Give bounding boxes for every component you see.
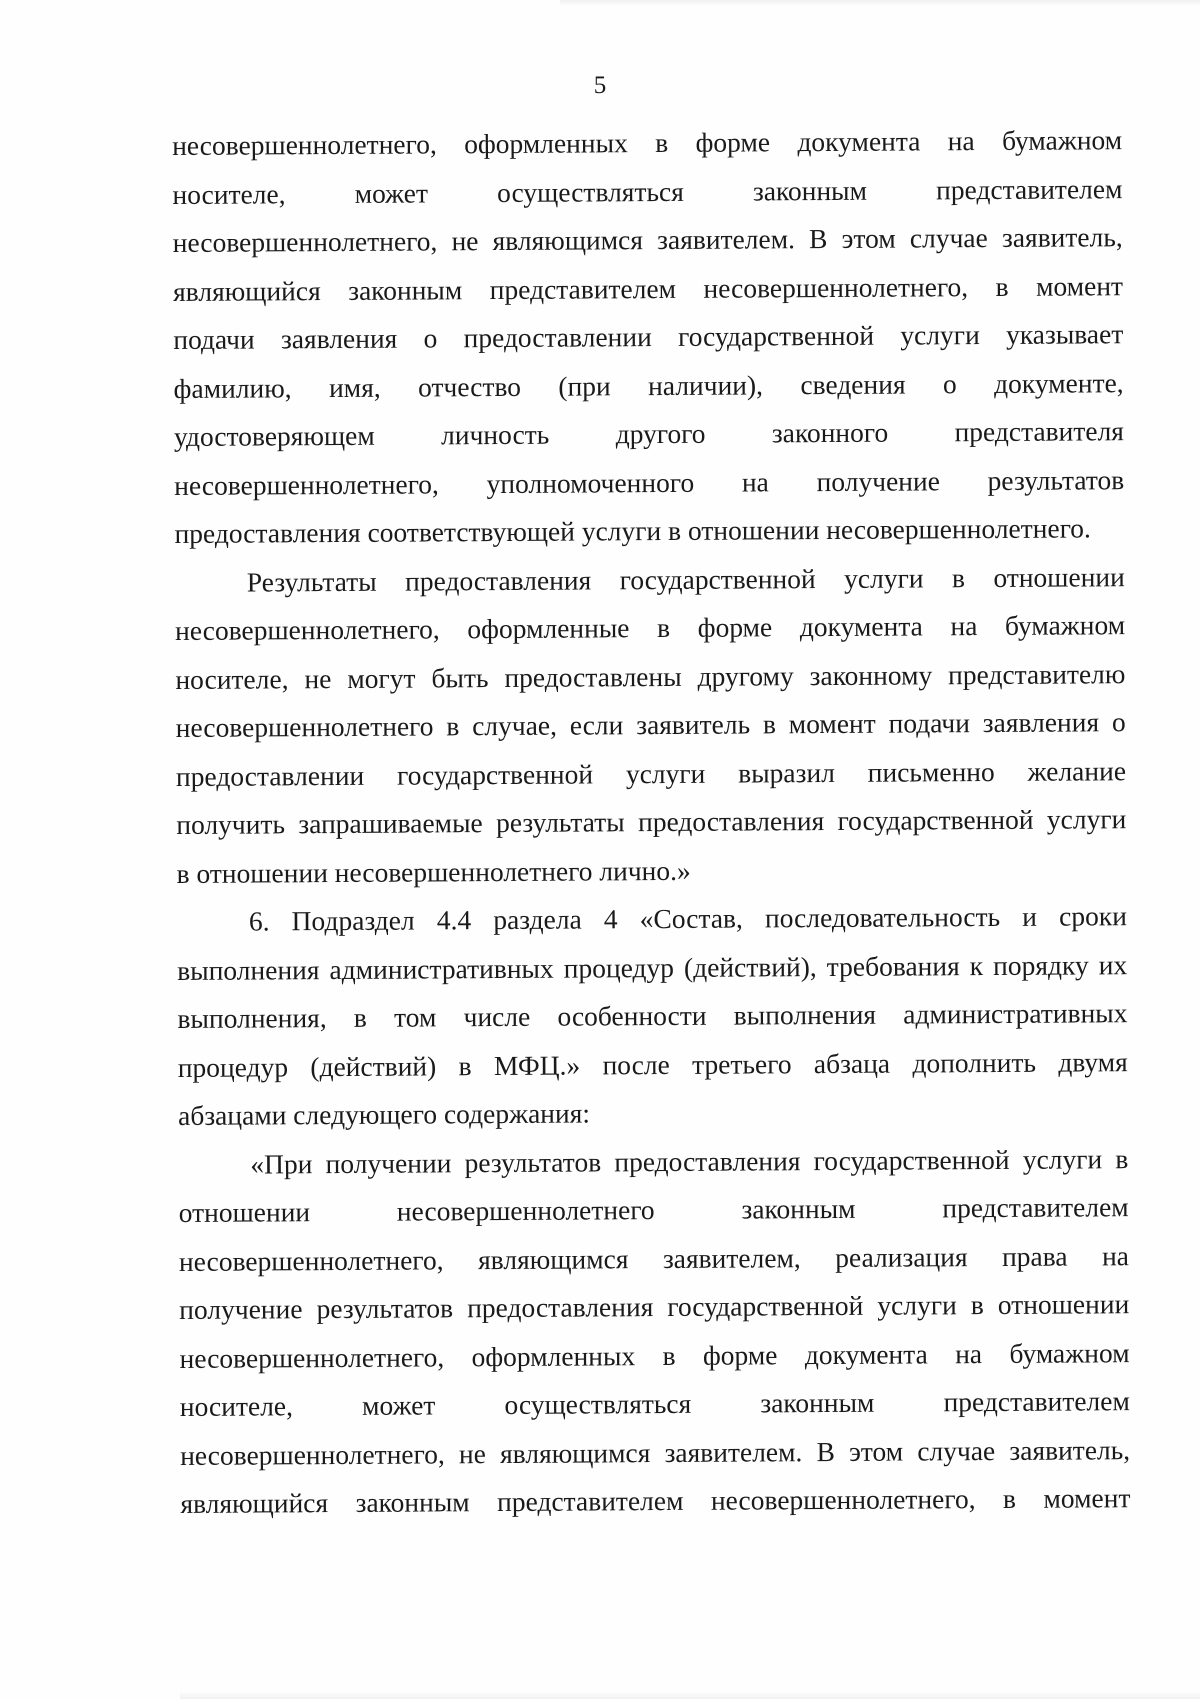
text-line: несовершеннолетнего, не являющимся заявителем. В этом случае заявитель, [172,221,1123,258]
text-line: несовершеннолетнего, оформленных в форме документа на бумажном [172,124,1123,161]
text-line: несовершеннолетнего в случае, если заявитель в момент подачи заявления о [175,706,1126,743]
paragraph [177,892,1128,1140]
paragraph [178,1135,1130,1529]
text-line: в отношении несовершеннолетнего лично.» [176,854,691,889]
text-line: подачи заявления о предоставлении государственной услуги указывает [173,318,1124,355]
text-line: выполнения, в том числе особенности выполнения административных [177,997,1128,1034]
text-line: «При получении результатов предоставления государственной услуги в [250,1142,1129,1180]
paragraph [175,553,1127,898]
text-line: отношении несовершеннолетнего законным представителем [178,1191,1129,1228]
page-number: 5 [593,72,607,99]
text-line: получение результатов предоставления государственной услуги в отношении [179,1288,1130,1325]
text-line: несовершеннолетнего, уполномоченного на получение результатов [174,463,1125,501]
scan-edge-bottom [180,1691,1200,1699]
text-line: процедур (действий) в МФЦ.» после третьего абзаца дополнить двумя [177,1045,1128,1083]
text-line: 6. Подраздел 4.4 раздела 4 «Состав, последовательность и сроки [248,900,1127,937]
text-line: предоставления соответствующей услуги в отношении несовершеннолетнего. [174,512,1091,549]
scan-edge-top [560,0,1200,6]
text-line: несовершеннолетнего, являющимся заявителем, реализация права на [178,1239,1130,1277]
text-line: носителе, не могут быть предоставлены другому законному представителю [175,657,1126,695]
text-line: фамилию, имя, отчество (при наличии), сведения о документе, [173,366,1124,404]
text-line: несовершеннолетнего, оформленных в форме документа на бумажном [179,1336,1130,1374]
text-line: несовершеннолетнего, не являющимся заявителем. В этом случае заявитель, [180,1433,1131,1471]
text-line: получить запрашиваемые результаты предоставления государственной услуги [176,803,1127,840]
text-line: Результаты предоставления государственной услуги в отношении [246,560,1125,598]
text-line: носителе, может осуществляться законным представителем [172,172,1123,210]
text-line: носителе, может осуществляться законным представителем [179,1385,1130,1422]
text-line: несовершеннолетнего, оформленные в форме документа на бумажном [175,609,1126,646]
text-line: выполнения административных процедур (действий), требования к порядку их [177,948,1128,986]
text-line: предоставлении государственной услуги выразил письменно желание [175,754,1127,792]
document-body [172,116,1131,1528]
text-line: абзацами следующего содержания: [177,1097,591,1131]
text-line: являющийся законным представителем несовершеннолетнего, в момент [180,1482,1131,1519]
text-line: удостоверяющем личность другого законного представителя [173,415,1124,452]
paragraph [172,116,1125,558]
text-line: являющийся законным представителем несовершеннолетнего, в момент [172,269,1124,307]
